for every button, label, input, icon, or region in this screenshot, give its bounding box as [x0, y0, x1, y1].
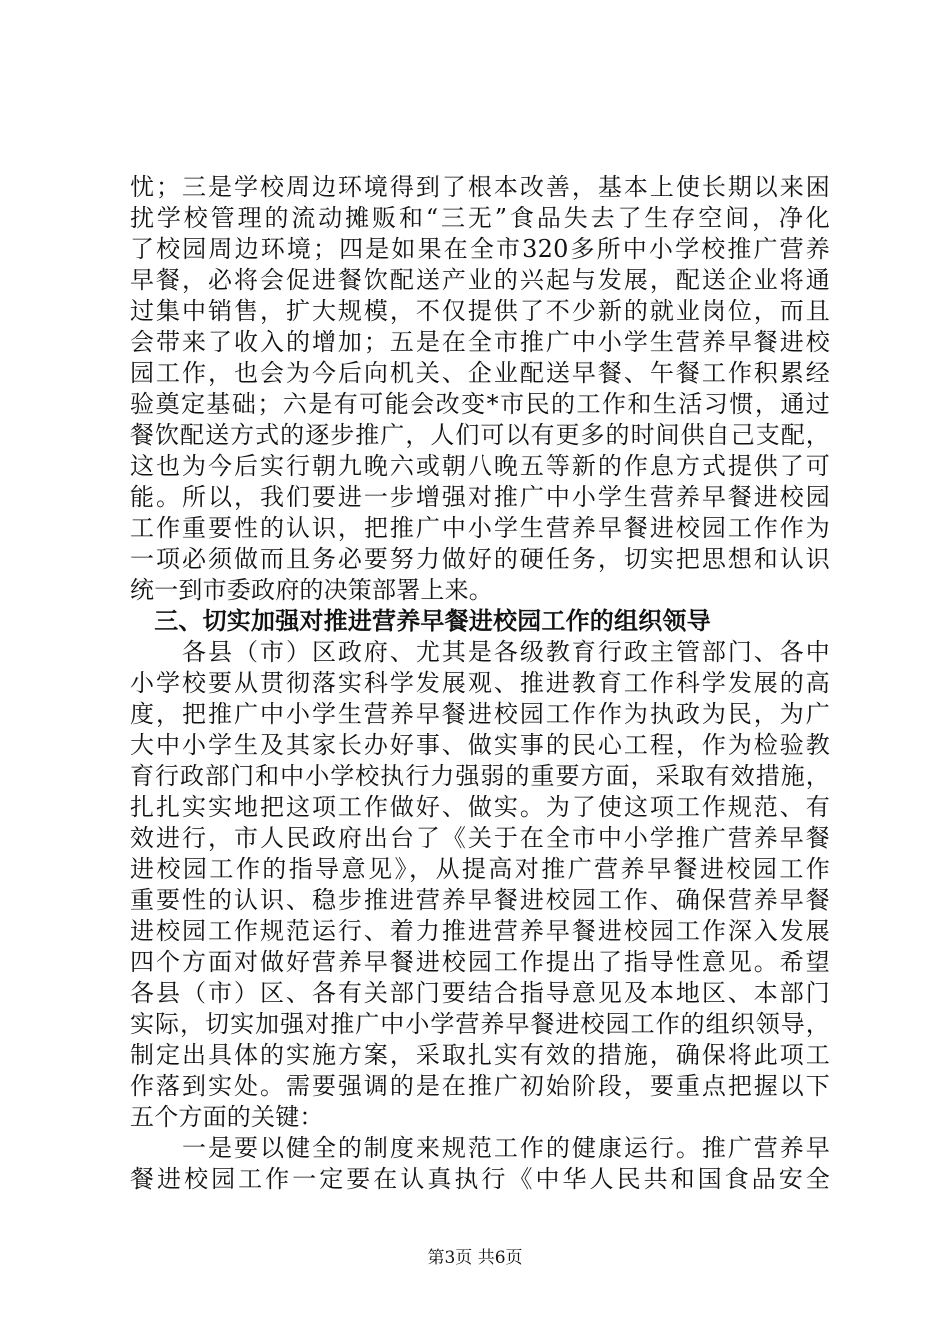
paragraph-line: 进校园工作规范运行、着力推进营养早餐进校园工作深入发展 [130, 917, 830, 945]
paragraph-line: 大中小学生及其家长办好事、做实事的民心工程，作为检验教 [130, 731, 830, 759]
section-heading: 三、切实加强对推进营养早餐进校园工作的组织领导 [130, 607, 711, 635]
document-body [130, 172, 830, 1195]
paragraph-line: 效进行，市人民政府出台了《关于在全市中小学推广营养早餐 [130, 824, 830, 852]
paragraph-line: 餐饮配送方式的逐步推广，人们可以有更多的时间供自己支配， [130, 421, 830, 449]
paragraph-line: 园工作，也会为今后向机关、企业配送早餐、午餐工作积累经 [130, 359, 830, 387]
paragraph-line: 这也为今后实行朝九晚六或朝八晚五等新的作息方式提供了可 [130, 452, 830, 480]
paragraph-line: 五个方面的关键： [130, 1103, 324, 1131]
paragraph-line: 能。所以，我们要进一步增强对推广中小学生营养早餐进校园 [130, 483, 830, 511]
paragraph-line: 进校园工作的指导意见》，从提高对推广营养早餐进校园工作 [130, 855, 830, 883]
page-number-footer: 第3页 共6页 [427, 1248, 523, 1268]
paragraph-line: 早餐，必将会促进餐饮配送产业的兴起与发展，配送企业将通 [130, 266, 830, 294]
paragraph-line: 一项必须做而且务必要努力做好的硬任务，切实把思想和认识 [130, 545, 830, 573]
paragraph-line: 各县（市）区、各有关部门要结合指导意见及本地区、本部门 [130, 979, 830, 1007]
paragraph-line: 验奠定基础；六是有可能会改变*市民的工作和生活习惯，通过 [130, 390, 830, 418]
paragraph-line: 度，把推广中小学生营养早餐进校园工作作为执政为民，为广 [130, 700, 830, 728]
paragraph-line: 会带来了收入的增加；五是在全市推广中小学生营养早餐进校 [130, 328, 830, 356]
paragraph-line: 工作重要性的认识，把推广中小学生营养早餐进校园工作作为 [130, 514, 830, 542]
paragraph-line: 制定出具体的实施方案，采取扎实有效的措施，确保将此项工 [130, 1041, 830, 1069]
paragraph-line: 了校园周边环境；四是如果在全市320多所中小学校推广营养 [130, 235, 830, 263]
paragraph-line: 育行政部门和中小学校执行力强弱的重要方面，采取有效措施， [130, 762, 830, 790]
paragraph-line: 作落到实处。需要强调的是在推广初始阶段，要重点把握以下 [130, 1072, 830, 1100]
paragraph-line: 重要性的认识、稳步推进营养早餐进校园工作、确保营养早餐 [130, 886, 830, 914]
paragraph-line: 四个方面对做好营养早餐进校园工作提出了指导性意见。希望 [130, 948, 830, 976]
paragraph-line: 过集中销售，扩大规模，不仅提供了不少新的就业岗位，而且 [130, 297, 830, 325]
paragraph-line: 扎扎实实地把这项工作做好、做实。为了使这项工作规范、有 [130, 793, 830, 821]
paragraph-line: 小学校要从贯彻落实科学发展观、推进教育工作科学发展的高 [130, 669, 830, 697]
paragraph-line: 统一到市委政府的决策部署上来。 [130, 576, 493, 604]
paragraph-line: 餐进校园工作一定要在认真执行《中华人民共和国食品安全 [130, 1165, 830, 1193]
paragraph-line: 扰学校管理的流动摊贩和“三无”食品失去了生存空间，净化 [130, 204, 830, 232]
paragraph-line: 一是要以健全的制度来规范工作的健康运行。推广营养早 [130, 1134, 830, 1162]
paragraph-line: 实际，切实加强对推广中小学营养早餐进校园工作的组织领导， [130, 1010, 830, 1038]
paragraph-line: 各县（市）区政府、尤其是各级教育行政主管部门、各中 [130, 638, 830, 666]
paragraph-line: 忧；三是学校周边环境得到了根本改善，基本上使长期以来困 [130, 173, 830, 201]
